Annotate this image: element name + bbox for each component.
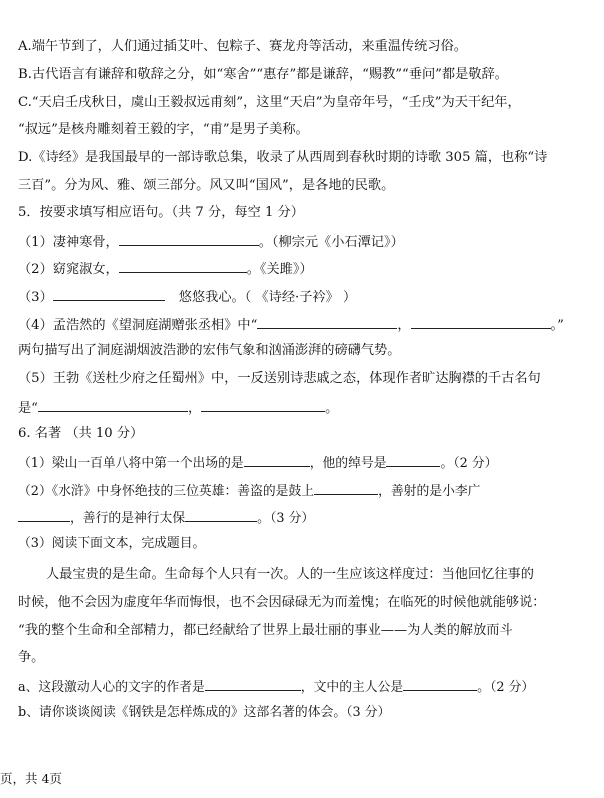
q5-item5-line2: 是“ ， 。 xyxy=(18,398,338,418)
q5-item4: （4）孟浩然的《望洞庭湖赠张丞相》中“ ， 。” xyxy=(18,315,564,335)
q6-blank2a[interactable] xyxy=(314,481,378,495)
passage-line2: 时候，他不会因为虚度年华而悔恨，也不会因碌碌无为而羞愧；在临死的时候他就能够说： xyxy=(18,595,546,610)
passage-line3: “我的整个生命和全部精力，都已经献给了世界上最壮丽的事业——为人类的解放而斗 xyxy=(18,623,513,638)
q5-blank5b[interactable] xyxy=(201,398,325,412)
q6-blank2b[interactable] xyxy=(18,508,70,522)
q5-item3: （3） 悠悠我心。（ 《诗经·子衿》 ） xyxy=(18,287,356,307)
q6-item2-line2: ，善行的是神行太保 。（3 分） xyxy=(18,508,314,528)
option-a: A.端午节到了，人们通过插艾叶、包粽子、赛龙舟等活动，来重温传统习俗。 xyxy=(18,39,467,54)
passage-line4: 争。 xyxy=(18,650,45,665)
q6-subq-b: b、请你谈谈阅读《钢铁是怎样炼成的》这部名著的体会。（3 分） xyxy=(18,705,391,720)
option-c-line1: C.“天启壬戌秋日，虞山王毅叔远甫刻”，这里“天启”为皇帝年号，“壬戌”为天干纪年， xyxy=(18,95,521,110)
q6-blank-a1[interactable] xyxy=(205,677,301,691)
q5-blank2[interactable] xyxy=(119,259,247,273)
q5-blank3[interactable] xyxy=(53,287,165,301)
option-d-line2: 三百”。分为风、雅、颂三部分。风又叫“国风”，是各地的民歌。 xyxy=(18,178,395,193)
q5-item2: （2）窈窕淑女， 。《关雎》） xyxy=(18,259,313,279)
q6-item3: （3）阅读下面文本，完成题目。 xyxy=(18,536,206,551)
option-c-line2: “叔远”是核舟雕刻着王毅的字，“甫”是男子美称。 xyxy=(18,122,309,137)
q5-item4-line2: 两句描写出了洞庭湖烟波浩渺的宏伟气象和汹涌澎湃的磅礴气势。 xyxy=(18,343,401,358)
q5-item5-line1: （5）王勃《送杜少府之任蜀州》中，一反送别诗悲戚之态，体现作者旷达胸襟的千古名句 xyxy=(18,371,541,386)
option-d-line1: D.《诗经》是我国最早的一部诗歌总集，收录了从西周到春秋时期的诗歌 305 篇，也称“诗 xyxy=(18,150,548,165)
q6-blank2c[interactable] xyxy=(185,508,257,522)
q6-blank1b[interactable] xyxy=(386,453,440,467)
q5-blank5a[interactable] xyxy=(38,398,188,412)
q5-blank4b[interactable] xyxy=(411,315,551,329)
q6-blank1a[interactable] xyxy=(244,453,310,467)
q5-blank4a[interactable] xyxy=(257,315,397,329)
q5-header: 5．按要求填写相应语句。（共 7 分，每空 1 分） xyxy=(18,205,304,220)
q5-blank1[interactable] xyxy=(119,232,259,246)
q5-item1: （1）凄神寒骨， 。（柳宗元《小石潭记》） xyxy=(18,232,404,252)
q6-blank-a2[interactable] xyxy=(403,677,477,691)
q6-header: 6. 名著 （共 10 分） xyxy=(18,426,144,441)
q6-item2-line1: （2）《水浒》中身怀绝技的三位英雄：善盗的是鼓上 ，善射的是小李广 xyxy=(18,481,480,501)
q6-subq-a: a、这段激动人心的文字的作者是 ，文中的主人公是 。（2 分） xyxy=(18,677,534,697)
page-footer: 页，共 4页 xyxy=(0,771,62,786)
option-b: B.古代语言有谦辞和敬辞之分，如“寒舍”“惠存”都是谦辞，“赐教”“垂问”都是敬辞。 xyxy=(18,67,508,82)
passage-line1: 人最宝贵的是生命。生命每个人只有一次。人的一生应该这样度过：当他回忆往事的 xyxy=(46,567,534,582)
q6-item1: （1）梁山一百单八将中第一个出场的是 ，他的绰号是 。（2 分） xyxy=(18,453,497,473)
